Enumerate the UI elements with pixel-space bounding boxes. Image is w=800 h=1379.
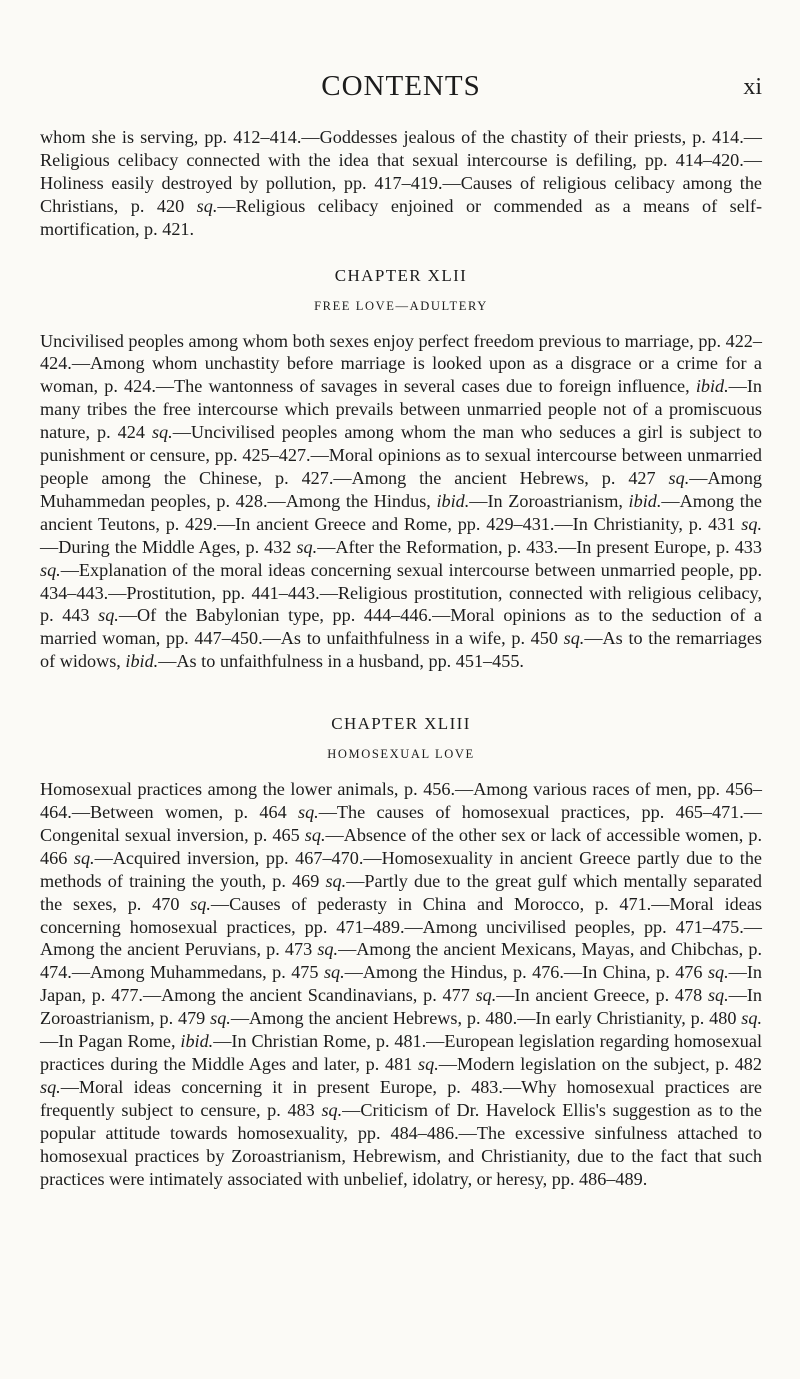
page-number: xi: [743, 74, 762, 100]
chapter-summary: Uncivilised peoples among whom both sexes enjoy perfect freedom previous to marriage, pp. 422–424.—Among whom unchastity before marriage is looked upon as a disgrace or a crime for a woman, p. 424.—The wantonness of savages in several cases due to foreign influence, ibid.—In many tribes the free intercourse which prevails between unmarried people not of a promiscuous nature, p. 424 sq.—Uncivilised peoples among whom the man who seduces a girl is subject to punishment or censure, pp. 425–427.—Moral opinions as to sexual intercourse between unmarried people among the Chinese, p. 427.—Among the ancient Hebrews, p. 427 sq.—Among Muhammedan peoples, p. 428.—Among the Hindus, ibid.—In Zoroastrianism, ibid.—Among the ancient Teutons, p. 429.—In ancient Greece and Rome, pp. 429–431.—In Christianity, p. 431 sq.—During the Middle Ages, p. 432 sq.—After the Reformation, p. 433.—In present Europe, p. 433 sq.—Explanation of the moral ideas concerning sexual intercourse between unmarried people, pp. 434–443.—Prostitution, pp. 441–443.—Religious prostitution, connected with religious celibacy, p. 443 sq.—Of the Babylonian type, pp. 444–446.—Moral opinions as to the seduction of a married woman, pp. 447–450.—As to unfaithfulness in a wife, p. 450 sq.—As to the remarriages of widows, ibid.—As to unfaithfulness in a husband, pp. 451–455.: [40, 330, 762, 672]
page-title: CONTENTS: [321, 70, 481, 102]
running-head: [40, 70, 762, 110]
continuation-paragraph: whom she is serving, pp. 412–414.—Goddesses jealous of the chastity of their priests, p. 414.—Religious celibacy connected with the idea that sexual intercourse is defiling, pp. 414–420.—Holiness easily destroyed by pollution, pp. 417–419.—Causes of religious celibacy among the Christians, p. 420 sq.—Religious celibacy enjoined or commended as a means of self-mortification, p. 421.: [40, 127, 762, 239]
chapter-summary: Homosexual practices among the lower animals, p. 456.—Among various races of men, pp. 456–464.—Between women, p. 464 sq.—The causes of homosexual practices, pp. 465–471.—Congenital sexual inversion, p. 465 sq.—Absence of the other sex or lack of accessible women, p. 466 sq.—Acquired inversion, pp. 467–470.—Homosexuality in ancient Greece partly due to the methods of training the youth, p. 469 sq.—Partly due to the great gulf which mentally separated the sexes, p. 470 sq.—Causes of pederasty in China and Morocco, p. 471.—Moral ideas concerning homosexual practices, pp. 471–489.—Among uncivilised peoples, pp. 471–475.—Among the ancient Peruvians, p. 473 sq.—Among the ancient Mexicans, Mayas, and Chibchas, p. 474.—Among Muhammedans, p. 475 sq.—Among the Hindus, p. 476.—In China, p. 476 sq.—In Japan, p. 477.—Among the ancient Scandinavians, p. 477 sq.—In ancient Greece, p. 478 sq.—In Zoroastrianism, p. 479 sq.—Among the ancient Hebrews, p. 480.—In early Christianity, p. 480 sq.—In Pagan Rome, ibid.—In Christian Rome, p. 481.—European legislation regarding homosexual practices during the Middle Ages and later, p. 481 sq.—Modern legislation on the subject, p. 482 sq.—Moral ideas concerning it in present Europe, p. 483.—Why homosexual practices are frequently subject to censure, p. 483 sq.—Criticism of Dr. Havelock Ellis's suggestion as to the popular attitude towards homosexuality, pp. 484–486.—The excessive sinfulness attached to homosexual practices by Zoroastrianism, Hebrewism, and Christianity, due to the fact that such practices were intimately associated with unbelief, idolatry, or heresy, pp. 486–489.: [40, 779, 763, 1189]
chapter-subtitle: FREE LOVE—ADULTERY: [314, 298, 488, 313]
chapter-subtitle: HOMOSEXUAL LOVE: [327, 747, 475, 762]
chapter-heading: CHAPTER XLII: [334, 265, 468, 285]
chapter-heading: CHAPTER XLIII: [331, 714, 471, 734]
page-body: [40, 126, 762, 1190]
